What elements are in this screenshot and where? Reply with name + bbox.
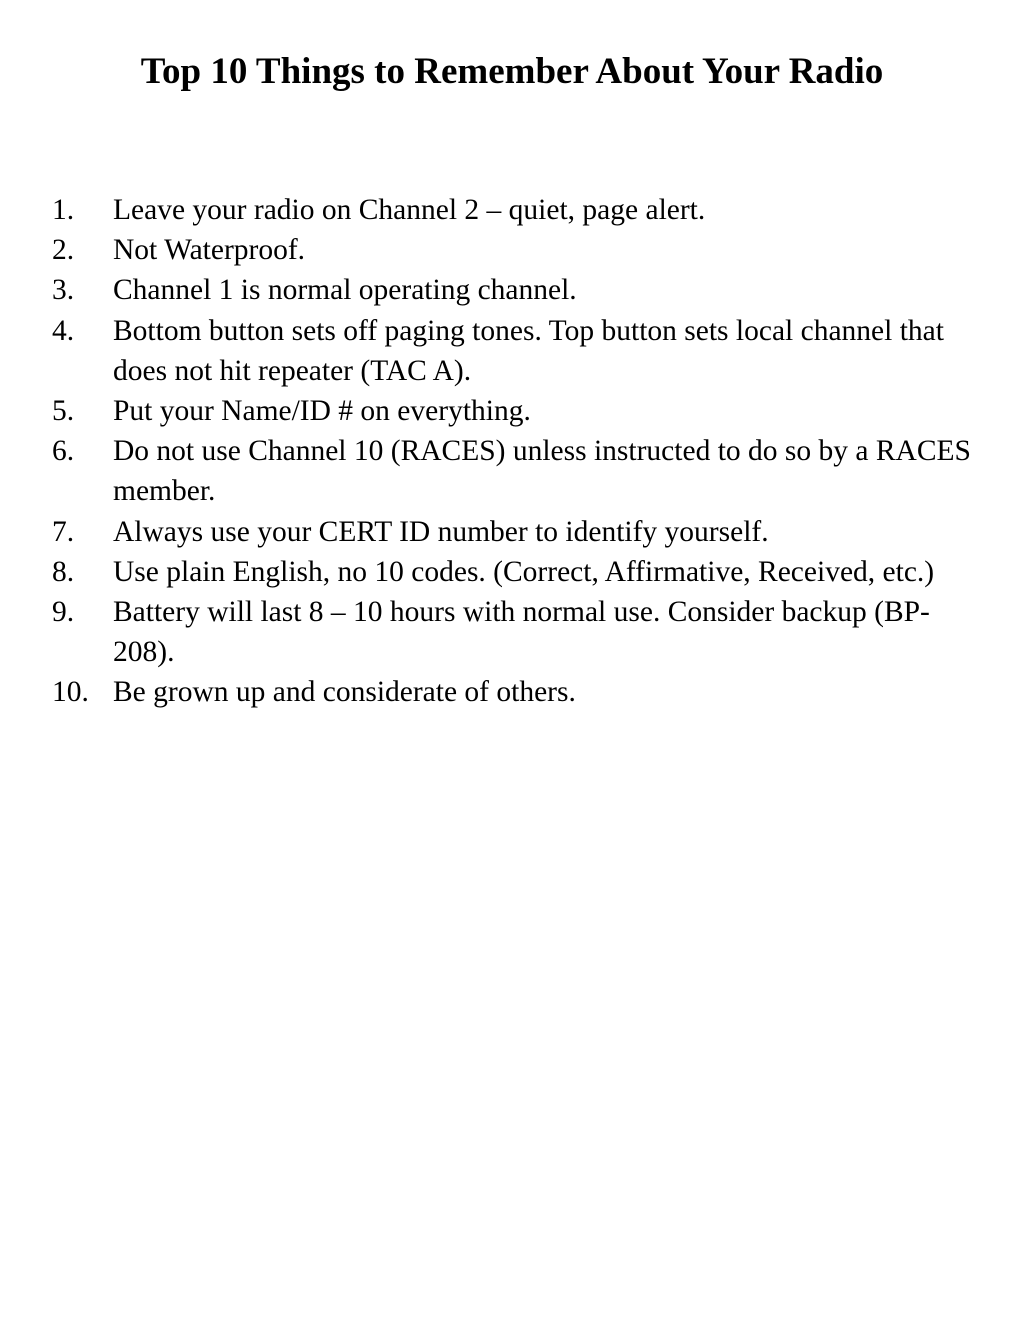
list-item (52, 512, 982, 552)
tips-list (52, 190, 982, 713)
list-item-number: 1. (52, 194, 75, 226)
list-item (52, 431, 982, 511)
list-item-text: Put your Name/ID # on everything. (113, 395, 531, 428)
list-item-number: 3. (52, 274, 75, 307)
list-item-text: Leave your radio on Channel 2 – quiet, page alert. (113, 194, 706, 226)
list-item-number: 6. (52, 435, 75, 468)
list-item-number: 5. (52, 395, 75, 428)
list-item-number: 8. (52, 555, 75, 588)
list-item-text: Use plain English, no 10 codes. (Correct, Affirmative, Received, etc.) (113, 555, 935, 588)
list-item-text: Battery will last 8 – 10 hours with normal use. Consider backup (BP-208). (113, 596, 930, 669)
list-item-number: 2. (52, 234, 75, 267)
list-item-text: Channel 1 is normal operating channel. (113, 274, 577, 307)
list-item (52, 592, 982, 672)
list-item (52, 552, 982, 592)
list-item (52, 230, 982, 270)
list-item (52, 672, 982, 712)
list-item-text: Not Waterproof. (113, 234, 306, 267)
list-item (52, 311, 982, 391)
list-item-text: Do not use Channel 10 (RACES) unless instructed to do so by a RACES member. (113, 435, 971, 508)
list-item (52, 190, 982, 230)
list-item (52, 270, 982, 310)
list-item-number: 10. (52, 676, 89, 709)
list-item (52, 391, 982, 431)
list-item-text: Be grown up and considerate of others. (113, 676, 576, 709)
list-item-number: 7. (52, 515, 75, 548)
list-item-text: Always use your CERT ID number to identify yourself. (113, 515, 769, 548)
list-item-number: 9. (52, 596, 75, 629)
page-title: Top 10 Things to Remember About Your Radio (140, 51, 884, 92)
list-item-text: Bottom button sets off paging tones. Top button sets local channel that does not hit repeater (TAC A). (113, 314, 944, 387)
list-item-number: 4. (52, 314, 75, 347)
